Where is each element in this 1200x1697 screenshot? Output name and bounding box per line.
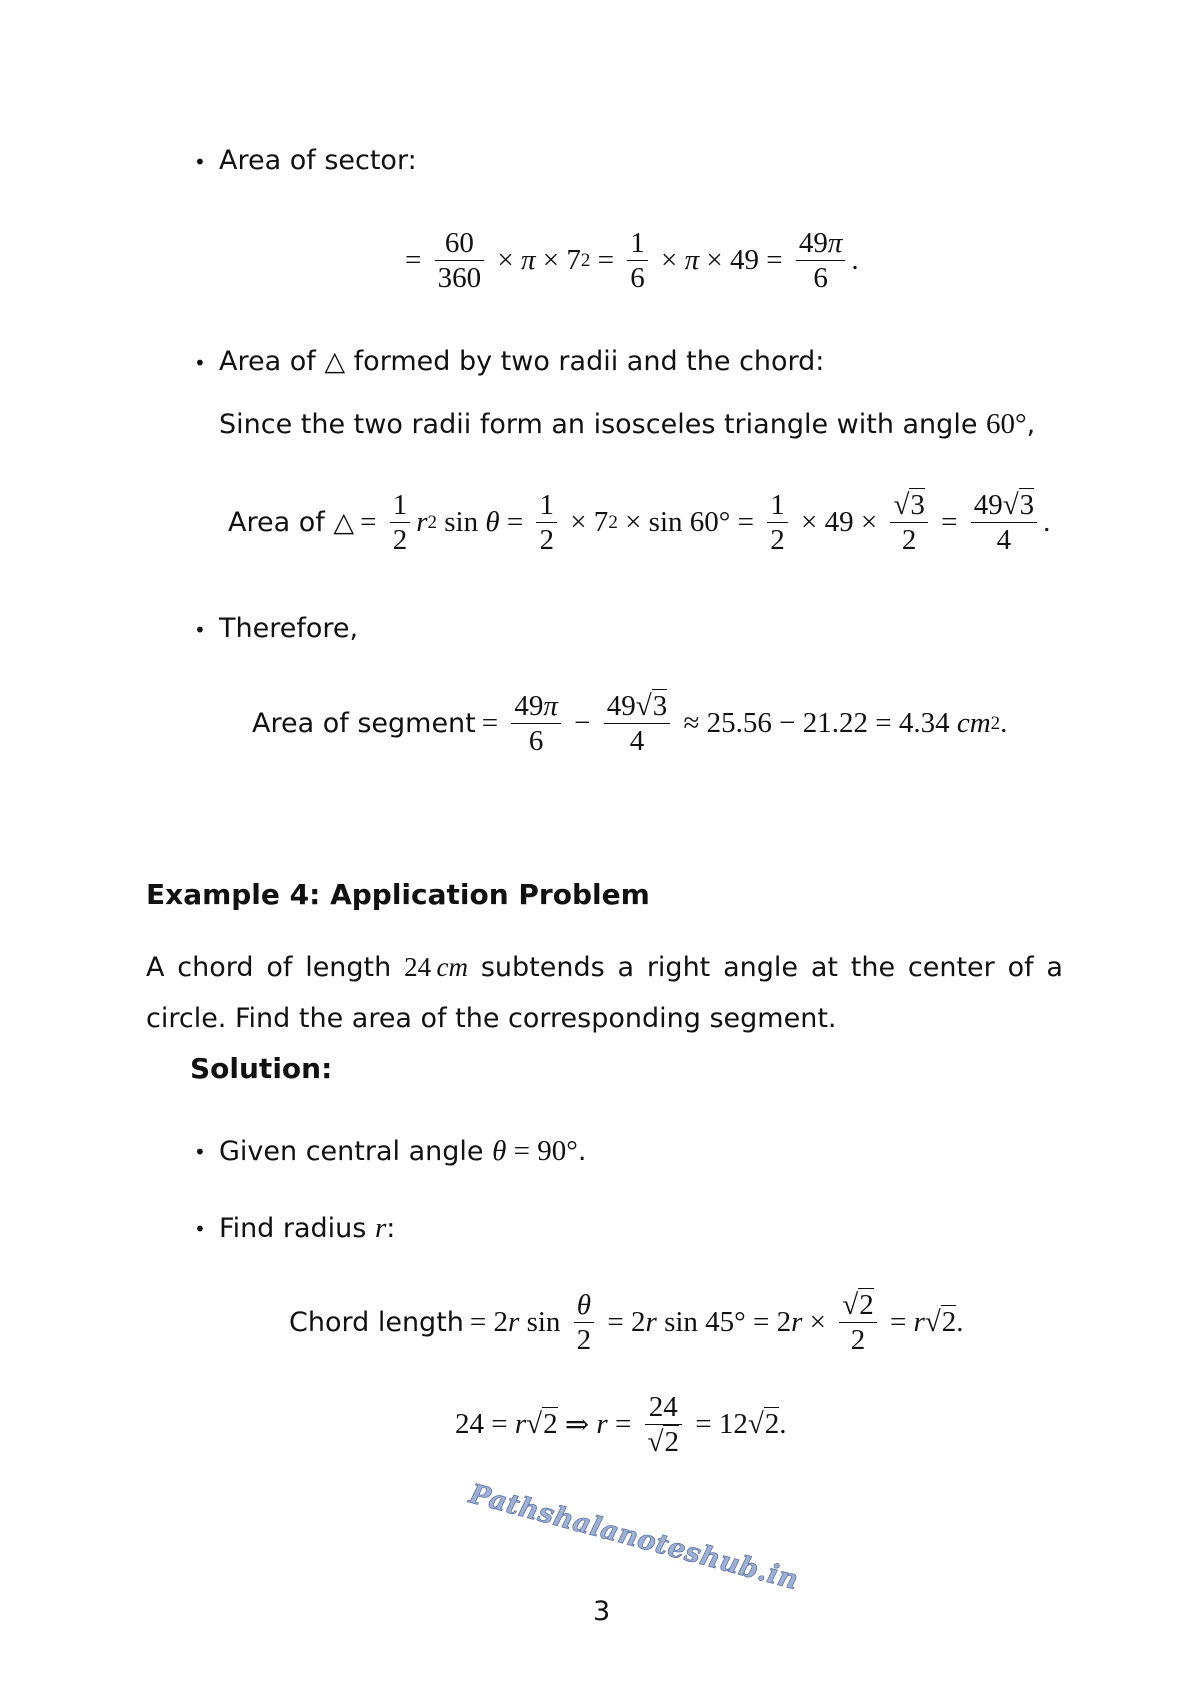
math-text: = 2 xyxy=(469,1306,509,1339)
para-text: subtends a right angle at the center of a xyxy=(480,952,1063,983)
sqrt-radicand: 2 xyxy=(664,1426,679,1459)
math-fraction xyxy=(536,490,557,556)
math-text: 60° xyxy=(986,408,1027,440)
math-text: sin xyxy=(437,506,486,539)
math-text: 2 xyxy=(770,524,785,557)
fraction-numerator xyxy=(442,228,477,260)
math-fraction xyxy=(971,490,1037,556)
math-number: 24 xyxy=(404,952,432,982)
para-text: A chord of length xyxy=(146,952,392,983)
sqrt-radicand: 2 xyxy=(543,1408,558,1441)
math-fraction xyxy=(839,1290,876,1356)
sqrt-sign: √ xyxy=(893,489,910,521)
math-variable: π xyxy=(520,244,536,277)
equation-sector xyxy=(405,228,859,294)
example-paragraph-line1 xyxy=(146,941,1063,994)
fraction-numerator xyxy=(971,490,1037,522)
math-text: 1 xyxy=(392,489,408,521)
math-variable: r xyxy=(508,1306,520,1339)
math-text: = 2 xyxy=(600,1306,646,1339)
math-label: . xyxy=(577,1136,587,1167)
watermark: Pathshalanoteshub.in xyxy=(466,1478,802,1597)
math-variable: θ xyxy=(492,1135,507,1167)
math-variable: π xyxy=(543,690,558,722)
math-text: . xyxy=(851,244,859,277)
math-text: = xyxy=(481,707,506,740)
math-text: = xyxy=(882,1306,914,1339)
fraction-denominator xyxy=(574,1322,595,1355)
math-text: × xyxy=(490,244,521,277)
math-variable: cm xyxy=(956,707,991,740)
math-variable: r xyxy=(514,1408,527,1441)
math-text: 1 xyxy=(770,489,785,521)
sqrt-radicand: 2 xyxy=(859,1289,874,1321)
example-paragraph-line2: circle. Find the area of the corresponding segment. xyxy=(146,1003,837,1034)
bullet-area-of-triangle xyxy=(219,346,824,377)
since-text: Since the two radii form an isosceles triangle with angle xyxy=(219,409,978,440)
fraction-denominator xyxy=(435,260,485,293)
math-variable: π xyxy=(827,227,843,259)
math-text: 360 xyxy=(437,262,482,295)
math-text: × xyxy=(802,1306,834,1339)
math-text: = xyxy=(607,1408,639,1441)
math-text: 49 xyxy=(973,489,1003,521)
bullet-text: Area of △ formed by two radii and the chord: xyxy=(219,346,825,377)
fraction-numerator xyxy=(604,691,670,723)
fraction-denominator xyxy=(390,522,411,555)
math-text: = xyxy=(405,244,429,277)
math-variable: π xyxy=(684,244,700,277)
math-variable: θ xyxy=(485,506,500,539)
math-text: 4 xyxy=(629,725,645,758)
fraction-denominator xyxy=(796,260,846,293)
math-text: 2 xyxy=(850,1324,866,1357)
math-text: 24 xyxy=(648,1391,678,1423)
math-sqrt xyxy=(893,488,924,521)
sqrt-radicand: 3 xyxy=(652,690,668,722)
equation-chord xyxy=(289,1290,964,1356)
math-text: . xyxy=(779,1408,787,1441)
math-variable: r xyxy=(913,1306,925,1339)
math-label: , xyxy=(1026,409,1036,440)
equation-radius xyxy=(455,1392,787,1458)
equation-segment xyxy=(252,691,1007,757)
sqrt-sign: √ xyxy=(924,1306,941,1339)
math-text: = xyxy=(499,506,531,539)
math-label: Chord length xyxy=(289,1307,464,1339)
math-text: × 49 × xyxy=(793,506,885,539)
math-text: × xyxy=(653,244,685,277)
fraction-denominator xyxy=(511,723,561,756)
math-text: . xyxy=(1043,506,1051,539)
math-text: = 90° xyxy=(506,1135,578,1167)
bullet-dot: • xyxy=(194,150,206,174)
math-segment: Area of segment = $\frac{49\pi}{6}$ − $\frac{49√3}{4}$ ≈ 25.56 − 21.22 = 4.34 cm 2 . xyxy=(252,690,1008,758)
math-variable: r xyxy=(791,1306,803,1339)
fraction-numerator xyxy=(511,691,561,723)
math-text: 49 xyxy=(514,690,544,722)
bullet-text: Find radius xyxy=(219,1213,367,1244)
sqrt-sign: √ xyxy=(647,1426,664,1459)
math-variable: θ xyxy=(576,1289,592,1321)
math-text: 2 xyxy=(539,524,554,557)
math-fraction xyxy=(645,1392,682,1458)
math-variable: r xyxy=(416,506,428,539)
bullet-dot: • xyxy=(194,1217,206,1241)
math-fraction xyxy=(435,228,485,294)
fraction-denominator xyxy=(604,723,670,756)
solution-label: Solution: xyxy=(190,1052,333,1085)
math-sqrt xyxy=(636,689,667,722)
math-text: 2 xyxy=(576,1324,592,1357)
fraction-denominator xyxy=(839,1322,876,1355)
math-fraction xyxy=(604,691,670,757)
math-find-math xyxy=(375,1212,401,1245)
fraction-numerator xyxy=(574,1290,594,1322)
math-sqrt xyxy=(1003,488,1034,521)
math-fraction xyxy=(574,1290,595,1356)
math-text: 1 xyxy=(630,227,645,259)
math-sqrt xyxy=(748,1408,779,1441)
math-text: × 49 = xyxy=(699,244,790,277)
fraction-denominator xyxy=(536,522,557,555)
math-chord xyxy=(289,1290,964,1356)
math-label: Area of △ xyxy=(228,507,355,539)
fraction-numerator xyxy=(796,228,846,260)
math-text: 24 = xyxy=(455,1408,515,1441)
math-text: 49 xyxy=(798,227,828,259)
sqrt-sign: √ xyxy=(1002,489,1019,521)
math-variable: r xyxy=(596,1408,608,1441)
bullet-dot: • xyxy=(194,351,206,375)
bullet-text: Area of sector: xyxy=(219,145,417,176)
math-sqrt xyxy=(925,1306,956,1339)
bullet-dot: • xyxy=(194,1140,206,1164)
sqrt-radicand: 2 xyxy=(941,1306,957,1339)
math-sqrt xyxy=(842,1288,873,1321)
math-text: 6 xyxy=(813,262,828,295)
fraction-numerator xyxy=(767,490,788,522)
fraction-numerator xyxy=(839,1290,876,1322)
fraction-numerator xyxy=(390,490,411,522)
math-label: : xyxy=(386,1213,396,1244)
math-text: 4 xyxy=(996,524,1012,557)
math-label: Area of segment xyxy=(252,708,476,740)
math-text: 2 xyxy=(392,524,408,557)
bullet-therefore xyxy=(219,613,358,644)
math-text: sin 45° = 2 xyxy=(656,1306,792,1339)
math-text: sin xyxy=(519,1306,568,1339)
math-variable: r xyxy=(374,1212,387,1244)
math-text: . xyxy=(1000,707,1008,740)
example-heading: Example 4: Application Problem xyxy=(146,878,650,911)
bullet-text: Therefore, xyxy=(219,613,359,644)
fraction-denominator xyxy=(971,522,1037,555)
sqrt-radicand: 3 xyxy=(1019,489,1035,521)
math-text: 2 xyxy=(901,524,917,557)
fraction-numerator xyxy=(627,228,648,260)
bullet-dot: • xyxy=(194,618,206,642)
math-text: 6 xyxy=(528,725,544,758)
since-line xyxy=(219,408,1041,441)
page-number: 3 xyxy=(593,1596,611,1627)
equation-triangle xyxy=(228,490,1050,556)
math-text: 49 xyxy=(606,690,636,722)
math-sqrt xyxy=(648,1425,679,1458)
math-fraction xyxy=(767,490,788,556)
math-text: = xyxy=(933,506,965,539)
math-text: 1 xyxy=(539,489,554,521)
math-text: = xyxy=(590,244,622,277)
math-variable: r xyxy=(645,1306,657,1339)
sqrt-sign: √ xyxy=(747,1408,764,1441)
math-given-math xyxy=(492,1135,592,1168)
bullet-text: Given central angle xyxy=(219,1136,484,1167)
math-since-math xyxy=(986,408,1041,441)
math-text: × sin 60° = xyxy=(617,506,762,539)
sqrt-sign: √ xyxy=(842,1289,859,1321)
math-fraction xyxy=(511,691,561,757)
math-text: × 7 xyxy=(562,506,609,539)
fraction-denominator xyxy=(645,1424,682,1457)
sqrt-sign: √ xyxy=(526,1408,543,1441)
bullet-given-angle xyxy=(219,1135,592,1168)
fraction-denominator xyxy=(767,522,788,555)
math-text: = xyxy=(360,506,384,539)
math-text: ⇒ xyxy=(557,1409,597,1442)
math-triangle: Area of △ = $\frac{1}{2}$ r 2 sin θ = $\frac{1}{2}$ × 7 2 × sin 60° = $\frac{1}{2}$ × 49 × $\frac{√3}{2}$ = $\frac{49√3}{4}$ . xyxy=(228,489,1051,557)
math-radius xyxy=(455,1392,787,1458)
fraction-denominator xyxy=(627,260,648,293)
fraction-numerator xyxy=(536,490,557,522)
math-fraction xyxy=(390,490,411,556)
fraction-numerator xyxy=(890,490,927,522)
math-text: 60 xyxy=(444,227,474,259)
math-fraction xyxy=(796,228,846,294)
math-sqrt xyxy=(526,1408,557,1441)
math-text: × 7 xyxy=(535,244,581,277)
math-text: = 12 xyxy=(687,1408,748,1441)
bullet-area-of-sector xyxy=(219,145,417,176)
math-text: − xyxy=(566,707,598,740)
math-text: 6 xyxy=(630,262,645,295)
math-text: ≈ 25.56 − 21.22 = 4.34 xyxy=(676,707,957,740)
math-sector: = $\frac{60}{360}$ × π × 7 2 = $\frac{1}{6}$ × π × 49 = $\frac{49\pi}{6}$ . xyxy=(405,227,859,295)
sqrt-sign: √ xyxy=(635,690,652,722)
math-text: . xyxy=(956,1306,964,1339)
bullet-find-radius xyxy=(219,1212,401,1245)
fraction-denominator xyxy=(890,522,927,555)
sqrt-radicand: 2 xyxy=(764,1408,780,1441)
math-fraction xyxy=(627,228,648,294)
fraction-numerator xyxy=(646,1392,681,1424)
math-fraction xyxy=(890,490,927,556)
math-unit: cm xyxy=(436,952,468,982)
sqrt-radicand: 3 xyxy=(910,489,925,521)
